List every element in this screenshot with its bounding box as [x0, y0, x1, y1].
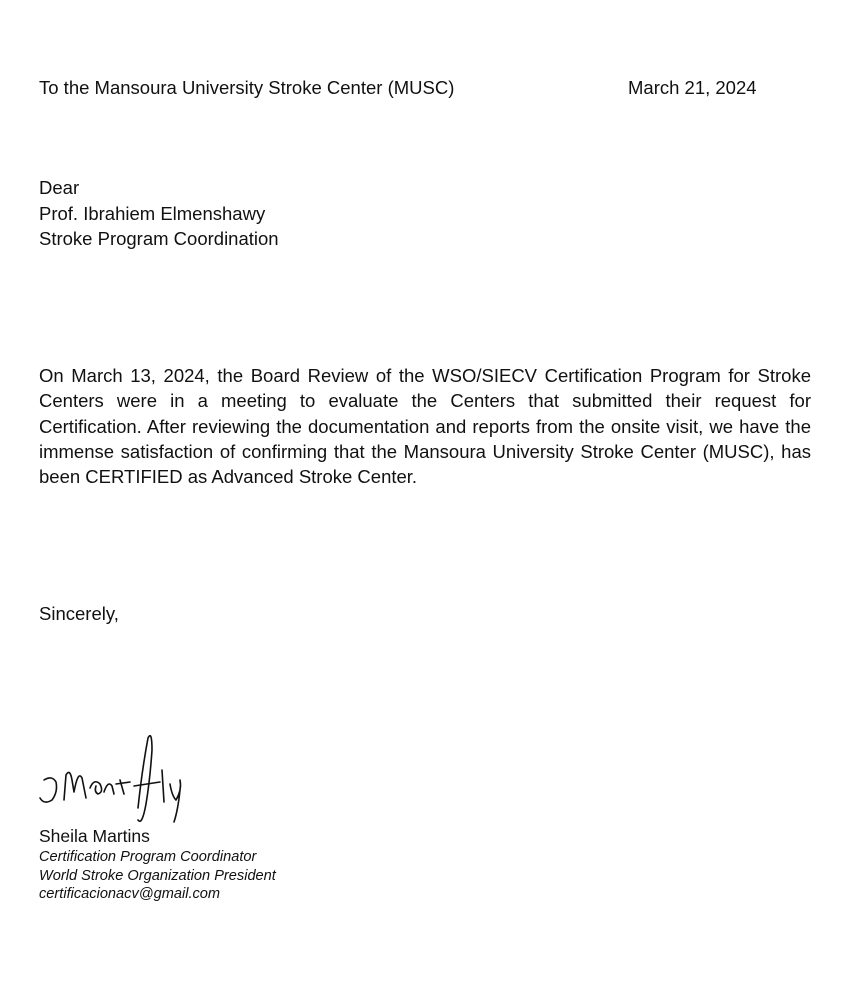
letter-date: March 21, 2024 [628, 77, 757, 98]
salutation: Dear [39, 177, 80, 198]
handwritten-signature [34, 730, 194, 830]
recipient-line: To the Mansoura University Stroke Center (MUSC) [39, 77, 455, 98]
addressee-name: Prof. Ibrahiem Elmenshawy [39, 202, 266, 224]
closing: Sincerely, [39, 603, 119, 624]
signer-role: Certification Program Coordinator [39, 849, 257, 865]
signer-email: certificacionacv@gmail.com [39, 886, 221, 902]
addressee-title: Stroke Program Coordination [39, 228, 279, 249]
body-paragraph: On March 13, 2024, the Board Review of the WSO/SIECV Certification Program for Stroke Centers were in a meeting to evaluate the Centers that submitted their request for Certification. After reviewing the documentation and reports from the onsite visit, we have the immense satisfaction of confirming that the Mansoura University Stroke Center (MUSC), has been CERTIFIED as Advanced Stroke Center. [39, 365, 811, 488]
signer-organization-role: World Stroke Organization President [39, 868, 276, 884]
signer-name: Sheila Martins [39, 826, 150, 846]
salutation-block [39, 175, 279, 252]
